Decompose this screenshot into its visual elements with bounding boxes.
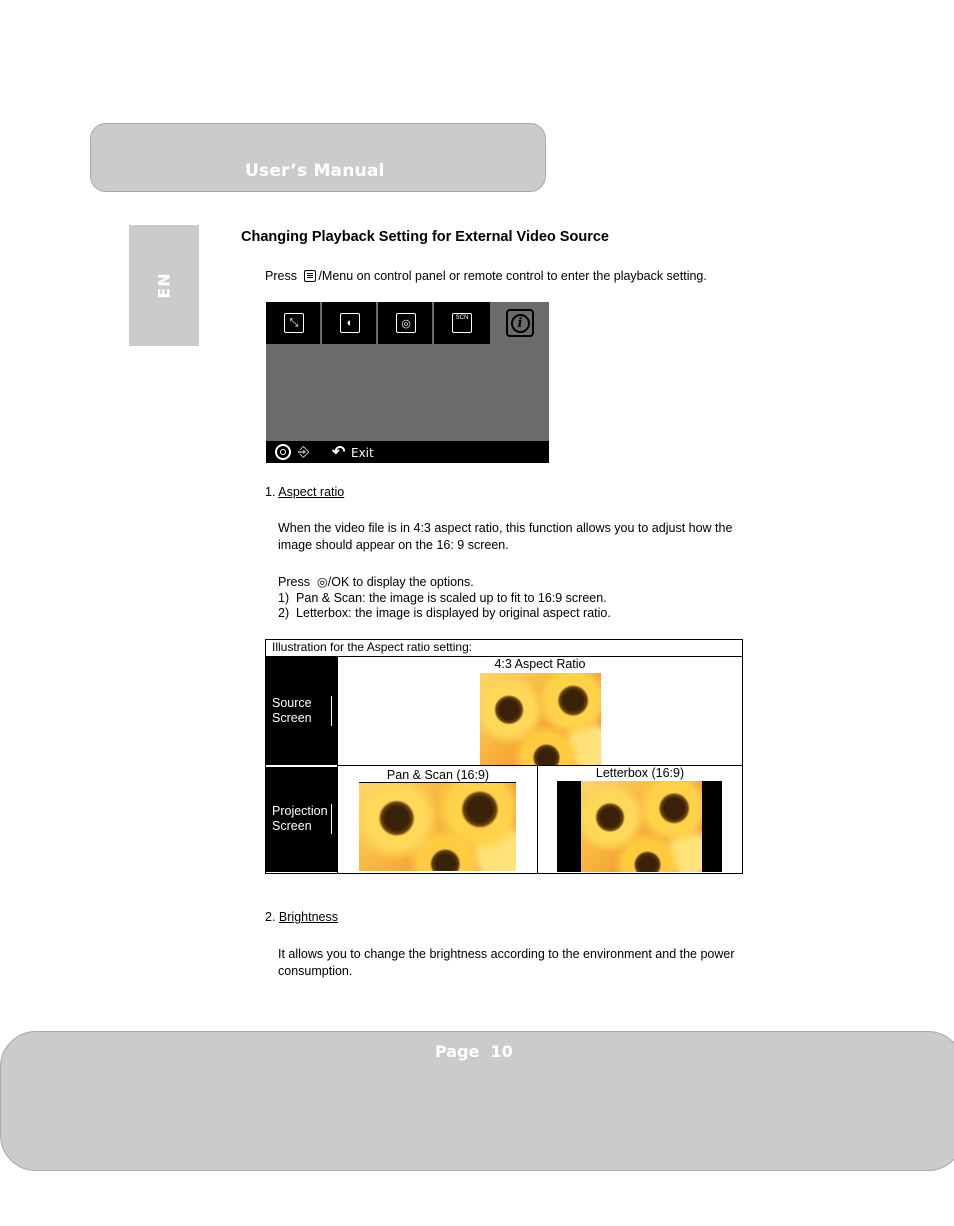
- source-aspect-caption: 4:3 Aspect Ratio: [494, 657, 586, 671]
- option-letterbox: 2) Letterbox: the image is displayed by original aspect ratio.: [278, 606, 611, 620]
- tab-scene[interactable]: [434, 302, 492, 344]
- illustration-caption: Illustration for the Aspect ratio setting:: [272, 640, 473, 654]
- menu-icon: [304, 270, 316, 282]
- letterbox-caption: Letterbox (16:9): [595, 766, 685, 780]
- page-number: Page 10: [435, 1042, 513, 1061]
- ok-icon: [275, 444, 291, 460]
- sunflower-image-letterbox: [581, 781, 702, 872]
- enter-icon: ⎆: [298, 443, 310, 459]
- brightness-icon: ◐: [340, 313, 360, 333]
- tab-brightness[interactable]: [322, 302, 378, 344]
- item2-title: Brightness: [278, 910, 338, 924]
- source-screen-label: Source Screen: [272, 696, 312, 725]
- intro-prefix: Press: [265, 269, 297, 283]
- intro-suffix: /Menu on control panel or remote control to enter the playback setting.: [318, 269, 707, 283]
- sunflower-image-pan-scan: [359, 783, 516, 871]
- item1-number: 1.: [265, 485, 276, 499]
- item1-title: Aspect ratio: [278, 485, 345, 499]
- brightness-description: It allows you to change the brightness according to the environment and the power consumption.: [278, 947, 735, 978]
- playback-control-bar: [266, 441, 549, 463]
- info-icon[interactable]: i: [506, 309, 534, 337]
- section-title: Changing Playback Setting for External Video Source: [241, 229, 609, 245]
- brightness-heading: [265, 910, 338, 924]
- aspect-ratio-description: When the video file is in 4:3 aspect ratio, this function allows you to adjust how the image should appear on the 16: 9 screen.: [278, 521, 733, 552]
- playback-settings-screen: [266, 302, 549, 463]
- back-arrow-icon: ↶: [332, 444, 346, 461]
- aspect-ratio-icon: ⤡: [284, 313, 304, 333]
- header-banner: [90, 123, 546, 192]
- manual-title: User’s Manual: [245, 161, 385, 181]
- option-pan-scan: 1) Pan & Scan: the image is scaled up to fit to 16:9 screen.: [278, 591, 607, 605]
- tab-aspect-ratio[interactable]: [266, 302, 322, 344]
- language-label-wrap: [129, 225, 199, 346]
- press-ok-line: Press ◎/OK to display the options.: [278, 575, 474, 589]
- exit-label[interactable]: Exit: [351, 446, 374, 460]
- label-divider: [331, 696, 332, 726]
- pan-scan-caption: Pan & Scan (16:9): [386, 768, 490, 782]
- scene-icon: SCN: [452, 313, 472, 333]
- projection-screen-label: Projection Screen: [272, 804, 328, 833]
- color-adjust-icon: ◎: [396, 313, 416, 333]
- language-label: EN: [154, 272, 174, 299]
- sunflower-image-4x3: [480, 673, 601, 765]
- item2-number: 2.: [265, 910, 276, 924]
- table-divider: [337, 657, 338, 873]
- aspect-ratio-heading: [265, 485, 344, 499]
- tab-color[interactable]: [378, 302, 434, 344]
- intro-line: [265, 268, 707, 285]
- label-divider: [331, 804, 332, 834]
